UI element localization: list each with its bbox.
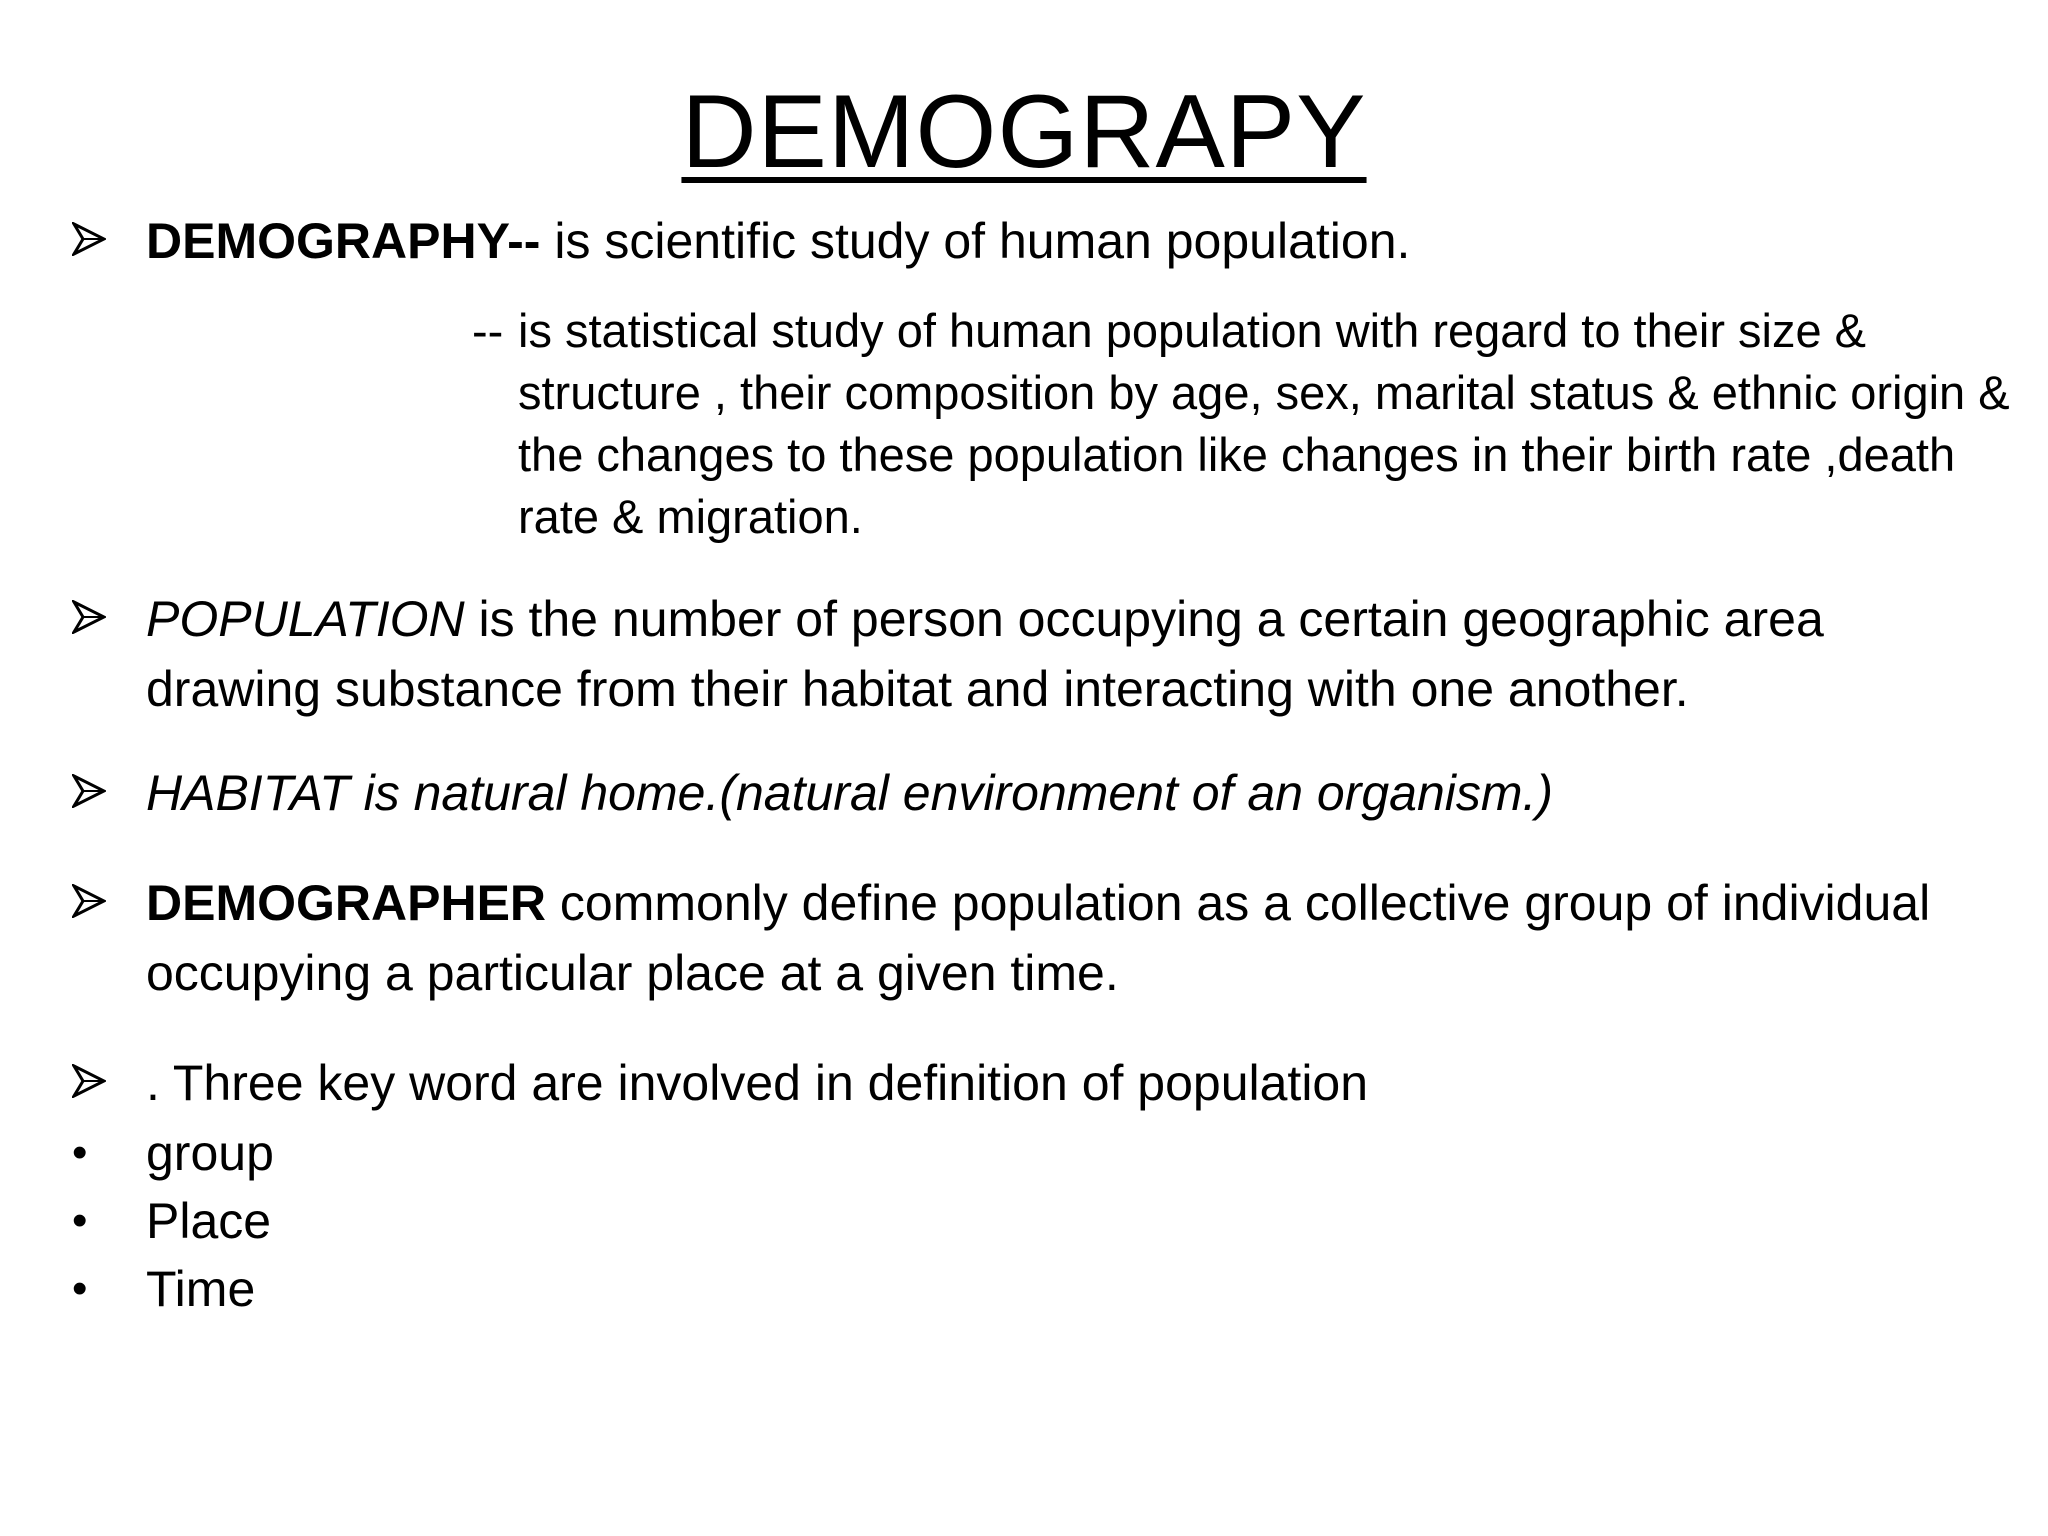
definition-demographer: commonly define population as a collective group of individual occupying a particular place at a given time.: [146, 875, 1931, 1001]
term-demographer: DEMOGRAPHER: [146, 875, 547, 931]
definition-population: is the number of person occupying a certain geographic area drawing substance from their habitat and interacting with one another.: [146, 591, 1824, 717]
bullet-demographer-text: [146, 868, 1976, 1008]
bullet-population-text: [146, 584, 1976, 724]
sub-definition-text: is statistical study of human population with regard to their size & structure , their composition by age, sex, marital status & ethnic origin & the changes to these population like changes in their birth rate ,death rate & migration.: [518, 304, 2010, 543]
slide-title: DEMOGRAPY: [681, 74, 1367, 190]
dot-bullet-icon: •: [72, 1264, 88, 1313]
term-demography: DEMOGRAPHY--: [146, 213, 541, 269]
definition-habitat: HABITAT is natural home.(natural environment of an organism.): [146, 765, 1554, 821]
arrow-bullet-icon: [72, 868, 132, 938]
definition-demography: is scientific study of human population.: [540, 213, 1411, 269]
dot-bullet-icon: •: [72, 1128, 88, 1177]
keyword-group: group: [146, 1125, 274, 1181]
dot-bullet-icon: •: [72, 1196, 88, 1245]
arrow-bullet-icon: [72, 758, 132, 828]
arrow-bullet-icon: [72, 584, 132, 654]
arrow-bullet-icon: [72, 206, 132, 276]
term-population: POPULATION: [146, 591, 465, 647]
key-words-intro: . Three key word are involved in definition of population: [146, 1055, 1369, 1111]
keyword-time: Time: [146, 1261, 256, 1317]
bullet-demography-text: [146, 206, 1976, 276]
arrow-bullet-icon: [72, 1048, 132, 1118]
keyword-place: Place: [146, 1193, 272, 1249]
sub-definition-dash: --: [472, 304, 504, 357]
